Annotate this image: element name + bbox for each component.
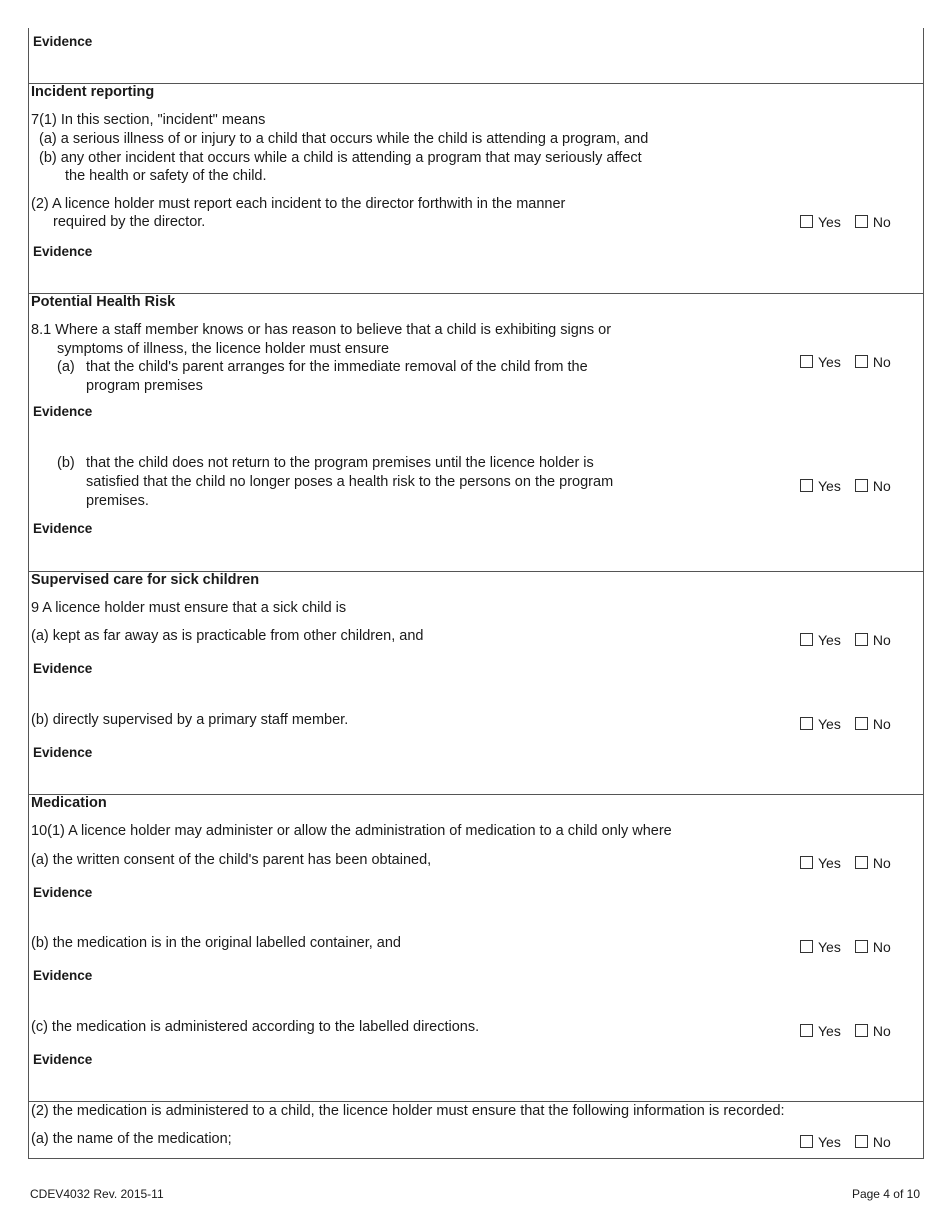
- yes-no-group: [800, 1133, 891, 1150]
- incident-text: required by the director.: [53, 214, 206, 230]
- no-label: No: [872, 854, 891, 871]
- evidence-label: Evidence: [33, 1052, 93, 1067]
- no-label: No: [872, 1022, 891, 1039]
- no-checkbox[interactable]: [855, 717, 868, 730]
- medication-text: 10(1) A licence holder may administer or allow the administration of medication to a child only where: [31, 823, 672, 839]
- health-risk-marker: (b): [57, 455, 75, 471]
- yes-label: Yes: [818, 353, 841, 370]
- evidence-label: Evidence: [33, 404, 93, 419]
- yes-no-group: [800, 353, 891, 370]
- sick-children-text: (a) kept as far away as is practicable from other children, and: [31, 628, 424, 644]
- sick-children-text: 9 A licence holder must ensure that a sick child is: [31, 600, 347, 616]
- no-checkbox[interactable]: [855, 215, 868, 228]
- no-checkbox[interactable]: [855, 940, 868, 953]
- incident-text: (a) a serious illness of or injury to a child that occurs while the child is attending a program, and: [39, 131, 649, 147]
- yes-no-group: [800, 631, 891, 648]
- incident-text: the health or safety of the child.: [65, 168, 267, 184]
- health-risk-text: program premises: [86, 378, 203, 394]
- yes-label: Yes: [818, 715, 841, 732]
- incident-text: (2) A licence holder must report each incident to the director forthwith in the manner: [31, 196, 566, 212]
- no-checkbox[interactable]: [855, 1135, 868, 1148]
- section-heading-health-risk: Potential Health Risk: [31, 294, 176, 310]
- sick-children-text: (b) directly supervised by a primary staff member.: [31, 712, 349, 728]
- medication-text: (b) the medication is in the original labelled container, and: [31, 935, 401, 951]
- yes-checkbox[interactable]: [800, 940, 813, 953]
- section-divider: [28, 83, 923, 84]
- yes-label: Yes: [818, 213, 841, 230]
- health-risk-text: premises.: [86, 493, 149, 509]
- yes-checkbox[interactable]: [800, 717, 813, 730]
- yes-no-group: [800, 715, 891, 732]
- yes-no-group: [800, 854, 891, 871]
- no-label: No: [872, 938, 891, 955]
- no-checkbox[interactable]: [855, 479, 868, 492]
- incident-text: (b) any other incident that occurs while a child is attending a program that may seriously affect: [39, 150, 642, 166]
- evidence-label: Evidence: [33, 661, 93, 676]
- section-divider: [28, 794, 923, 795]
- evidence-label: Evidence: [33, 521, 93, 536]
- yes-checkbox[interactable]: [800, 355, 813, 368]
- yes-label: Yes: [818, 631, 841, 648]
- yes-checkbox[interactable]: [800, 633, 813, 646]
- yes-label: Yes: [818, 1133, 841, 1150]
- yes-checkbox[interactable]: [800, 1135, 813, 1148]
- yes-no-group: [800, 938, 891, 955]
- health-risk-text: 8.1 Where a staff member knows or has reason to believe that a child is exhibiting signs or: [31, 322, 612, 338]
- health-risk-marker: (a): [57, 359, 75, 375]
- evidence-label: Evidence: [33, 745, 93, 760]
- no-checkbox[interactable]: [855, 856, 868, 869]
- page-number: Page 4 of 10: [851, 1187, 920, 1201]
- no-label: No: [872, 631, 891, 648]
- medication-text: (a) the written consent of the child's parent has been obtained,: [31, 852, 432, 868]
- no-label: No: [872, 213, 891, 230]
- no-label: No: [872, 353, 891, 370]
- evidence-label: Evidence: [33, 244, 93, 259]
- health-risk-text: satisfied that the child no longer poses a health risk to the persons on the program: [86, 474, 614, 490]
- yes-no-group: [800, 213, 891, 230]
- yes-label: Yes: [818, 477, 841, 494]
- health-risk-text: that the child's parent arranges for the immediate removal of the child from the: [86, 359, 588, 375]
- yes-checkbox[interactable]: [800, 856, 813, 869]
- medication-text: (a) the name of the medication;: [31, 1131, 232, 1147]
- evidence-label: Evidence: [33, 968, 93, 983]
- evidence-label: Evidence: [33, 885, 93, 900]
- health-risk-text: that the child does not return to the program premises until the licence holder is: [86, 455, 594, 471]
- yes-checkbox[interactable]: [800, 1024, 813, 1037]
- no-checkbox[interactable]: [855, 1024, 868, 1037]
- section-heading-medication: Medication: [31, 795, 107, 811]
- health-risk-text: symptoms of illness, the licence holder must ensure: [57, 341, 390, 357]
- yes-no-group: [800, 477, 891, 494]
- yes-checkbox[interactable]: [800, 215, 813, 228]
- yes-checkbox[interactable]: [800, 479, 813, 492]
- yes-label: Yes: [818, 1022, 841, 1039]
- medication-text: (2) the medication is administered to a child, the licence holder must ensure that the following information is recorded:: [31, 1103, 785, 1119]
- section-heading-sick-children: Supervised care for sick children: [31, 572, 260, 588]
- medication-text: (c) the medication is administered according to the labelled directions.: [31, 1019, 480, 1035]
- incident-text: 7(1) In this section, "incident" means: [31, 112, 266, 128]
- yes-label: Yes: [818, 854, 841, 871]
- form-id: CDEV4032 Rev. 2015-11: [30, 1187, 164, 1201]
- section-heading-incident: Incident reporting: [31, 84, 155, 100]
- yes-no-group: [800, 1022, 891, 1039]
- no-label: No: [872, 1133, 891, 1150]
- no-checkbox[interactable]: [855, 633, 868, 646]
- no-checkbox[interactable]: [855, 355, 868, 368]
- no-label: No: [872, 477, 891, 494]
- yes-label: Yes: [818, 938, 841, 955]
- evidence-label: Evidence: [33, 34, 93, 49]
- no-label: No: [872, 715, 891, 732]
